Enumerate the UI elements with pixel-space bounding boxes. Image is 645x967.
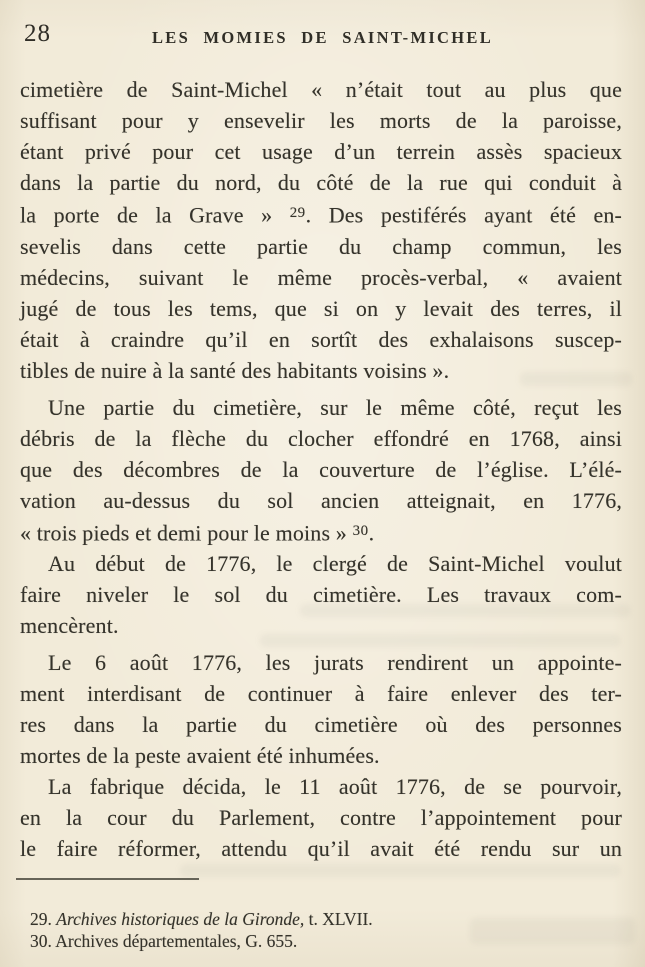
text-segment: faire niveler le sol du cimetière. Les travaux com- [20, 582, 622, 608]
paragraph [20, 771, 622, 864]
text-line [20, 355, 622, 386]
footnote [30, 908, 622, 930]
text-line [20, 454, 622, 485]
text-segment: ment interdisant de continuer à faire enlever des ter- [20, 681, 622, 707]
text-segment: Une partie du cimetière, sur le même côté, reçut les [48, 394, 622, 420]
text-segment: en la cour du Parlement, contre l’appointement pour [20, 805, 622, 831]
running-title: LES MOMIES DE SAINT-MICHEL [151, 28, 494, 47]
text-line [20, 678, 622, 709]
text-segment: débris de la flèche du clocher effondré en 1768, ainsi [20, 425, 622, 451]
text-line [20, 548, 622, 579]
text-segment: cimetière de Saint-Michel « n’était tout au plus que [20, 77, 622, 102]
text-line [20, 136, 622, 167]
text-segment: Au début de 1776, le clergé de Saint-Michel voulut [48, 551, 622, 577]
text-segment: la porte de la Grave » [20, 202, 290, 228]
text-segment: « trois pieds et demi pour le moins » [20, 520, 353, 546]
text-line [20, 392, 622, 423]
text-line [20, 74, 622, 105]
text-line [20, 423, 622, 454]
text-line [20, 516, 622, 549]
text-segment: mortes de la peste avaient été inhumées. [20, 743, 380, 769]
footnote [30, 930, 622, 952]
text-segment: était à craindre qu’il en sortît des exhalaisons suscep- [20, 326, 622, 352]
text-line [20, 231, 622, 262]
text-segment: res dans la partie du cimetière où des personnes [20, 712, 622, 738]
text-segment: . [368, 520, 375, 546]
text-segment: sevelis dans cette partie du champ commun, les [20, 233, 622, 259]
paragraph [20, 548, 622, 641]
paragraph [20, 392, 622, 549]
text-segment: 29. [30, 909, 57, 929]
paragraph [20, 647, 622, 771]
text-line [20, 167, 622, 198]
text-segment: mencèrent. [20, 613, 119, 639]
show-through-smudge [180, 864, 620, 877]
text-segment: jugé de tous les tems, que si on y levait des terres, il [20, 295, 622, 321]
text-segment-italic: Archives historiques de la Gironde, [56, 909, 305, 929]
paragraph [20, 74, 622, 386]
text-segment: 30. Archives départementales, G. 655. [30, 931, 298, 951]
text-line [20, 198, 622, 231]
text-line [20, 833, 622, 864]
text-line [20, 105, 622, 136]
text-segment: médecins, suivant le même procès-verbal, « avaient [20, 264, 622, 290]
text-segment: étant privé pour cet usage d’un terrein assès spacieux [20, 139, 622, 164]
text-line [20, 709, 622, 740]
text-line [20, 293, 622, 324]
footnotes [30, 908, 622, 952]
footnote-reference: 29 [289, 205, 306, 221]
text-segment: le faire réformer, attendu qu’il avait été rendu sur un [20, 836, 622, 862]
text-line [20, 262, 622, 293]
text-segment: . Des pestiférés ayant été en- [305, 202, 622, 228]
text-line [20, 771, 622, 802]
text-line [20, 802, 622, 833]
text-segment: Le 6 août 1776, les jurats rendirent un appointe- [48, 650, 622, 676]
text-segment: suffisant pour y ensevelir les morts de la paroisse, [20, 108, 622, 133]
text-line [20, 647, 622, 678]
text-line [20, 324, 622, 355]
text-line [20, 740, 622, 771]
text-line [20, 485, 622, 516]
footnote-separator-rule [16, 878, 199, 880]
text-segment: tibles de nuire à la santé des habitants voisins ». [20, 357, 450, 383]
text-segment: dans la partie du nord, du côté de la rue qui conduit à [20, 170, 622, 195]
text-segment: La fabrique décida, le 11 août 1776, de se pourvoir, [48, 774, 622, 800]
text-line [20, 610, 622, 641]
body-text [20, 74, 622, 864]
page-number: 28 [24, 20, 51, 47]
text-segment: vation au-dessus du sol ancien atteignait, en 1776, [20, 487, 622, 513]
text-segment: que des décombres de la couverture de l’église. L’élé- [20, 456, 622, 482]
footnote-reference: 30 [352, 522, 369, 539]
text-line [20, 579, 622, 610]
text-segment: t. XLVII. [304, 909, 373, 929]
